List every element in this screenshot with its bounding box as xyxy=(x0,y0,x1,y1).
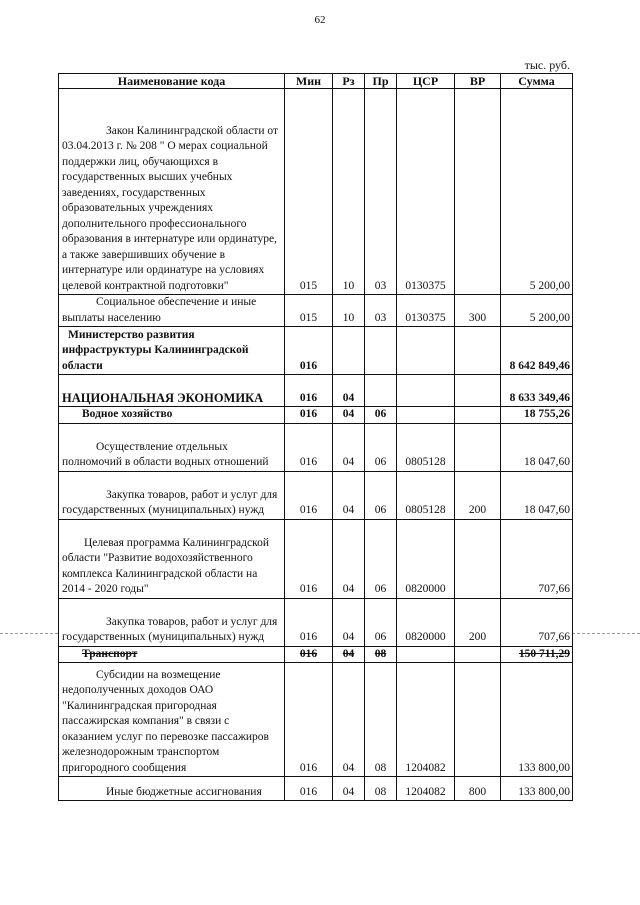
row-name: Транспорт xyxy=(82,647,138,660)
cell-pr: 08 xyxy=(365,663,397,777)
cell-min: 016 xyxy=(285,646,333,663)
col-header-csr: ЦСР xyxy=(397,74,455,89)
cell-sum: 8 642 849,46 xyxy=(501,327,573,375)
page-number: 62 xyxy=(314,14,326,26)
table-row xyxy=(59,423,573,471)
units-label: тыс. руб. xyxy=(524,58,570,72)
row-name: Водное хозяйство xyxy=(82,408,173,420)
cell-sum: 133 800,00 xyxy=(501,777,573,801)
cell-sum: 18 755,26 xyxy=(501,407,573,424)
col-header-min: Мин xyxy=(285,74,333,89)
row-name: Закупка товаров, работ и услуг для государственных (муниципальных) нужд xyxy=(62,615,278,643)
cell-pr: 06 xyxy=(365,519,397,598)
cell-rz: 04 xyxy=(333,663,365,777)
fold-line-right xyxy=(572,633,640,634)
cell-sum: 133 800,00 xyxy=(501,663,573,777)
cell-sum: 18 047,60 xyxy=(501,471,573,519)
col-header-vr: ВР xyxy=(455,74,501,89)
cell-rz: 04 xyxy=(333,646,365,663)
cell-min: 016 xyxy=(285,327,333,375)
cell-pr xyxy=(365,375,397,407)
cell-vr: 200 xyxy=(455,471,501,519)
cell-min: 015 xyxy=(285,295,333,327)
cell-pr: 06 xyxy=(365,471,397,519)
cell-rz: 10 xyxy=(333,89,365,295)
cell-rz: 04 xyxy=(333,407,365,424)
cell-sum: 5 200,00 xyxy=(501,89,573,295)
table-row xyxy=(59,375,573,407)
cell-min: 016 xyxy=(285,471,333,519)
cell-vr: 300 xyxy=(455,295,501,327)
cell-csr: 0130375 xyxy=(397,295,455,327)
cell-vr xyxy=(455,327,501,375)
cell-min: 016 xyxy=(285,663,333,777)
cell-pr: 03 xyxy=(365,89,397,295)
cell-min: 016 xyxy=(285,375,333,407)
cell-rz: 04 xyxy=(333,777,365,801)
row-name: Министерство развития инфраструктуры Калининградской области xyxy=(62,328,249,372)
cell-pr: 06 xyxy=(365,598,397,646)
cell-sum: 8 633 349,46 xyxy=(501,375,573,407)
cell-csr xyxy=(397,375,455,407)
table-row xyxy=(59,598,573,646)
cell-min: 015 xyxy=(285,89,333,295)
row-name: Субсидии на возмещение недополученных доходов ОАО "Калининградская пригородная пассажирская компания" в связи с оказанием услуг по перевозке пассажиров железнодорожным транспортом пригородного сообщения xyxy=(62,668,269,774)
cell-pr: 08 xyxy=(365,777,397,801)
table-row xyxy=(59,519,573,598)
cell-csr: 0805128 xyxy=(397,471,455,519)
cell-min: 016 xyxy=(285,777,333,801)
cell-rz: 04 xyxy=(333,519,365,598)
cell-vr xyxy=(455,423,501,471)
cell-pr: 03 xyxy=(365,295,397,327)
table-row xyxy=(59,407,573,424)
cell-csr: 0820000 xyxy=(397,519,455,598)
table-row xyxy=(59,663,573,777)
cell-csr: 0820000 xyxy=(397,598,455,646)
col-header-name: Наименование кода xyxy=(59,74,285,89)
cell-rz: 04 xyxy=(333,471,365,519)
table-row xyxy=(59,327,573,375)
cell-csr xyxy=(397,407,455,424)
budget-table xyxy=(58,73,573,801)
cell-vr xyxy=(455,646,501,663)
cell-csr: 0130375 xyxy=(397,89,455,295)
cell-csr: 1204082 xyxy=(397,663,455,777)
table-row xyxy=(59,89,573,295)
col-header-sum: Сумма xyxy=(501,74,573,89)
cell-sum: 5 200,00 xyxy=(501,295,573,327)
row-name: Закон Калининградской области от 03.04.2013 г. № 208 " О мерах социальной поддержки лиц, обучающихся в государственных высших учебных заведениях, государственных образовательных учреждениях дополнительного профессионального образования в интернатуре или ординатуре, а также завершивших обучение в интернатуре или ординатуре на условиях целевой контрактной подготовки" xyxy=(62,124,278,292)
cell-rz: 04 xyxy=(333,375,365,407)
cell-rz: 04 xyxy=(333,598,365,646)
cell-csr xyxy=(397,646,455,663)
row-name: Закупка товаров, работ и услуг для государственных (муниципальных) нужд xyxy=(62,488,278,516)
cell-min: 016 xyxy=(285,423,333,471)
row-name: Осуществление отдельных полномочий в области водных отношений xyxy=(62,440,269,468)
cell-csr: 1204082 xyxy=(397,777,455,801)
row-name: Иные бюджетные ассигнования xyxy=(106,785,262,798)
cell-sum: 707,66 xyxy=(501,519,573,598)
cell-pr: 06 xyxy=(365,407,397,424)
cell-vr: 800 xyxy=(455,777,501,801)
row-name: Целевая программа Калининградской области "Развитие водохозяйственного комплекса Калининградской области на 2014 - 2020 годы" xyxy=(62,536,269,595)
row-name: НАЦИОНАЛЬНАЯ ЭКОНОМИКА xyxy=(62,390,264,405)
cell-vr xyxy=(455,375,501,407)
cell-pr xyxy=(365,327,397,375)
table-row xyxy=(59,295,573,327)
header-row xyxy=(59,74,573,89)
cell-min: 016 xyxy=(285,598,333,646)
cell-pr: 08 xyxy=(365,646,397,663)
cell-rz xyxy=(333,327,365,375)
table-row xyxy=(59,646,573,663)
cell-vr xyxy=(455,407,501,424)
cell-csr: 0805128 xyxy=(397,423,455,471)
row-name: Социальное обеспечение и иные выплаты населению xyxy=(62,296,257,324)
col-header-pr: Пр xyxy=(365,74,397,89)
cell-rz: 10 xyxy=(333,295,365,327)
cell-min: 016 xyxy=(285,519,333,598)
cell-vr: 200 xyxy=(455,598,501,646)
cell-sum: 18 047,60 xyxy=(501,423,573,471)
cell-csr xyxy=(397,327,455,375)
cell-pr: 06 xyxy=(365,423,397,471)
cell-sum: 707,66 xyxy=(501,598,573,646)
cell-vr xyxy=(455,519,501,598)
table-row xyxy=(59,471,573,519)
table-row xyxy=(59,777,573,801)
cell-sum: 150 711,29 xyxy=(501,646,573,663)
fold-line-left xyxy=(0,633,58,634)
cell-rz: 04 xyxy=(333,423,365,471)
cell-vr xyxy=(455,663,501,777)
cell-vr xyxy=(455,89,501,295)
col-header-rz: Рз xyxy=(333,74,365,89)
cell-min: 016 xyxy=(285,407,333,424)
